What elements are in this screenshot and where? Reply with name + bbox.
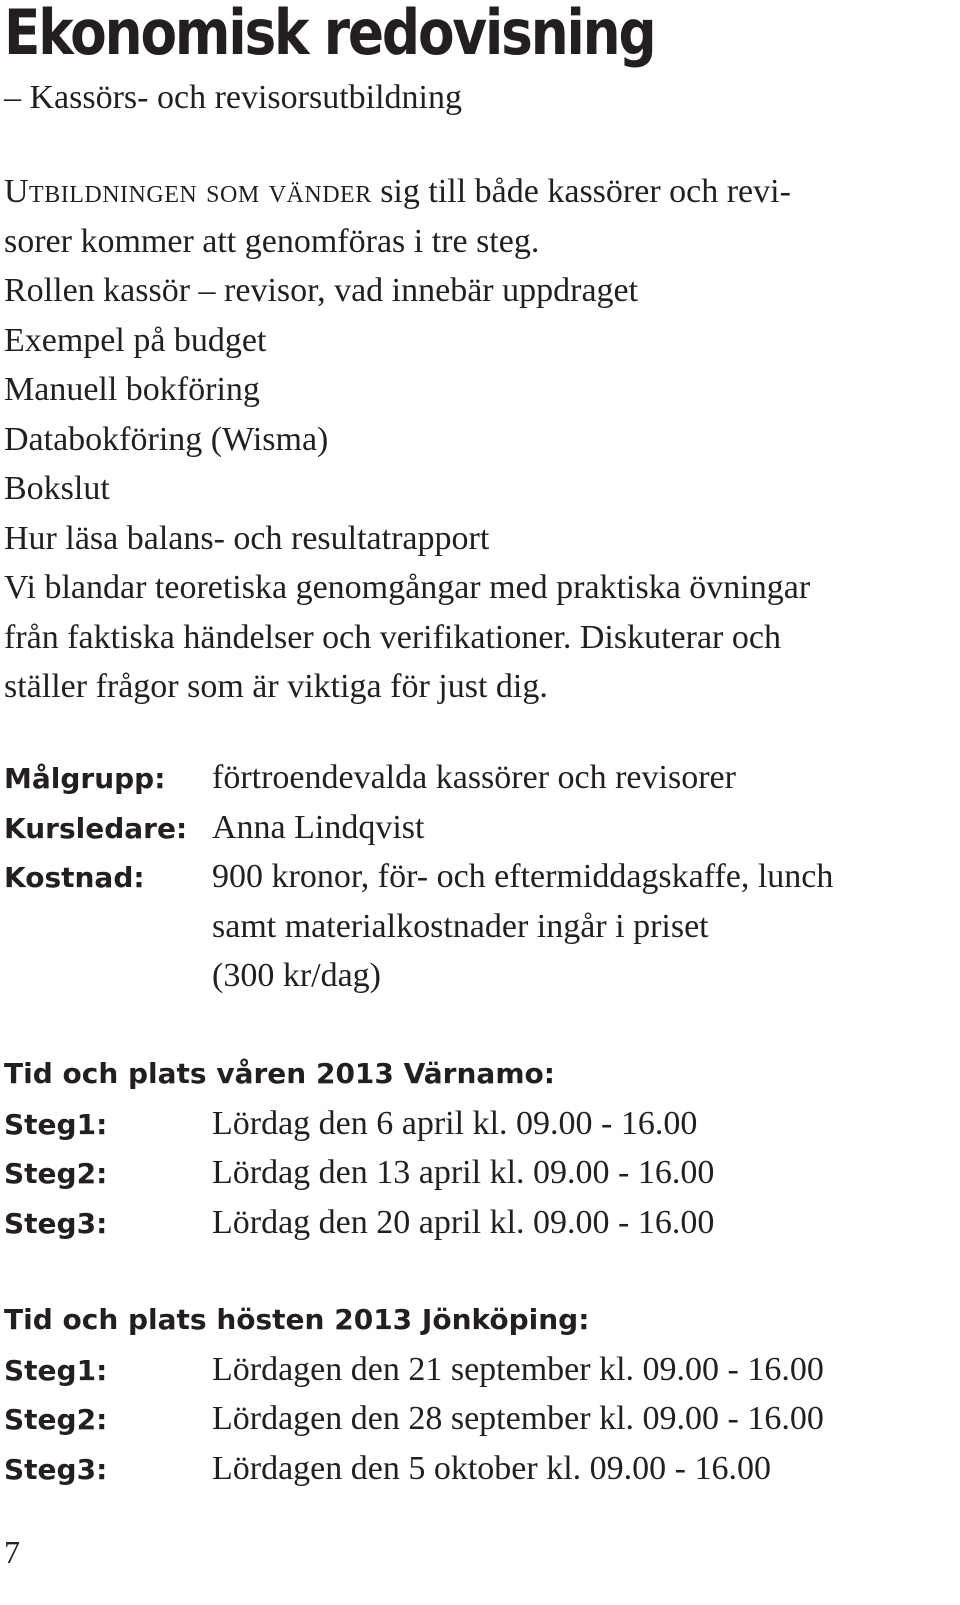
schedule-row xyxy=(4,1394,824,1444)
info-value-line: samt materialkostnader ingår i priset xyxy=(212,907,709,945)
body-line: ställer frågor som är viktiga för just dig. xyxy=(4,668,548,705)
intro-line xyxy=(4,167,944,217)
intro-smallcaps: Utbildningen som vänder xyxy=(4,173,372,210)
step-label: Steg1: xyxy=(4,1107,108,1141)
info-value-line: Anna Lindqvist xyxy=(212,808,425,846)
step-date: Lördag den 13 april kl. 09.00 - 16.00 xyxy=(212,1154,715,1191)
schedule-autumn xyxy=(4,1295,824,1493)
info-label: Kostnad: xyxy=(4,861,145,894)
body-line: från faktiska händelser och verifikationer. Diskuterar och xyxy=(4,618,781,656)
step-date: Lördagen den 5 oktober kl. 09.00 - 16.00 xyxy=(212,1449,771,1487)
schedule-heading: Tid och plats hösten 2013 Jönköping: xyxy=(4,1303,590,1336)
step-label: Steg2: xyxy=(4,1157,108,1190)
body-line: Hur läsa balans- och resultatrapport xyxy=(4,519,490,557)
step-label: Steg3: xyxy=(4,1452,108,1486)
info-value-line: (300 kr/dag) xyxy=(212,957,382,994)
schedule-row xyxy=(4,1099,698,1149)
page-subtitle: – Kassörs- och revisorsutbildning xyxy=(4,79,463,116)
step-date: Lördagen den 21 september kl. 09.00 - 16.00 xyxy=(212,1350,824,1388)
body-line: Databokföring (Wisma) xyxy=(4,420,329,458)
page-title: Ekonomisk redovisning xyxy=(4,0,655,69)
schedule-row xyxy=(4,1198,715,1248)
info-value xyxy=(212,753,736,803)
body-line: Bokslut xyxy=(4,470,110,507)
info-value xyxy=(212,852,833,1001)
body-line: Exempel på budget xyxy=(4,321,267,359)
schedule-row xyxy=(4,1148,715,1198)
course-description xyxy=(4,167,944,712)
step-label: Steg3: xyxy=(4,1206,108,1240)
body-line: Vi blandar teoretiska genomgångar med praktiska övningar xyxy=(4,569,811,606)
info-value xyxy=(212,803,424,853)
info-label: Kursledare: xyxy=(4,811,188,845)
step-date: Lördag den 6 april kl. 09.00 - 16.00 xyxy=(212,1104,698,1142)
step-label: Steg2: xyxy=(4,1403,108,1436)
step-label: Steg1: xyxy=(4,1353,108,1387)
step-date: Lördag den 20 april kl. 09.00 - 16.00 xyxy=(212,1203,715,1241)
schedule-spring xyxy=(4,1049,715,1247)
info-value-line: 900 kronor, för- och eftermiddagskaffe, lunch xyxy=(212,858,834,895)
schedule-heading: Tid och plats våren 2013 Värnamo: xyxy=(4,1057,555,1090)
body-line: Rollen kassör – revisor, vad innebär uppdraget xyxy=(4,272,639,309)
info-value-line: förtroendevalda kassörer och revisorer xyxy=(212,759,736,796)
schedule-row xyxy=(4,1345,824,1395)
intro-rest: sig till både kassörer och revi- xyxy=(371,173,791,210)
schedule-row xyxy=(4,1444,771,1494)
body-line: Manuell bokföring xyxy=(4,371,260,408)
page-number: 7 xyxy=(4,1534,20,1570)
step-date: Lördagen den 28 september kl. 09.00 - 16.00 xyxy=(212,1400,824,1437)
body-line: sorer kommer att genomföras i tre steg. xyxy=(4,222,540,260)
info-label: Målgrupp: xyxy=(4,762,166,795)
